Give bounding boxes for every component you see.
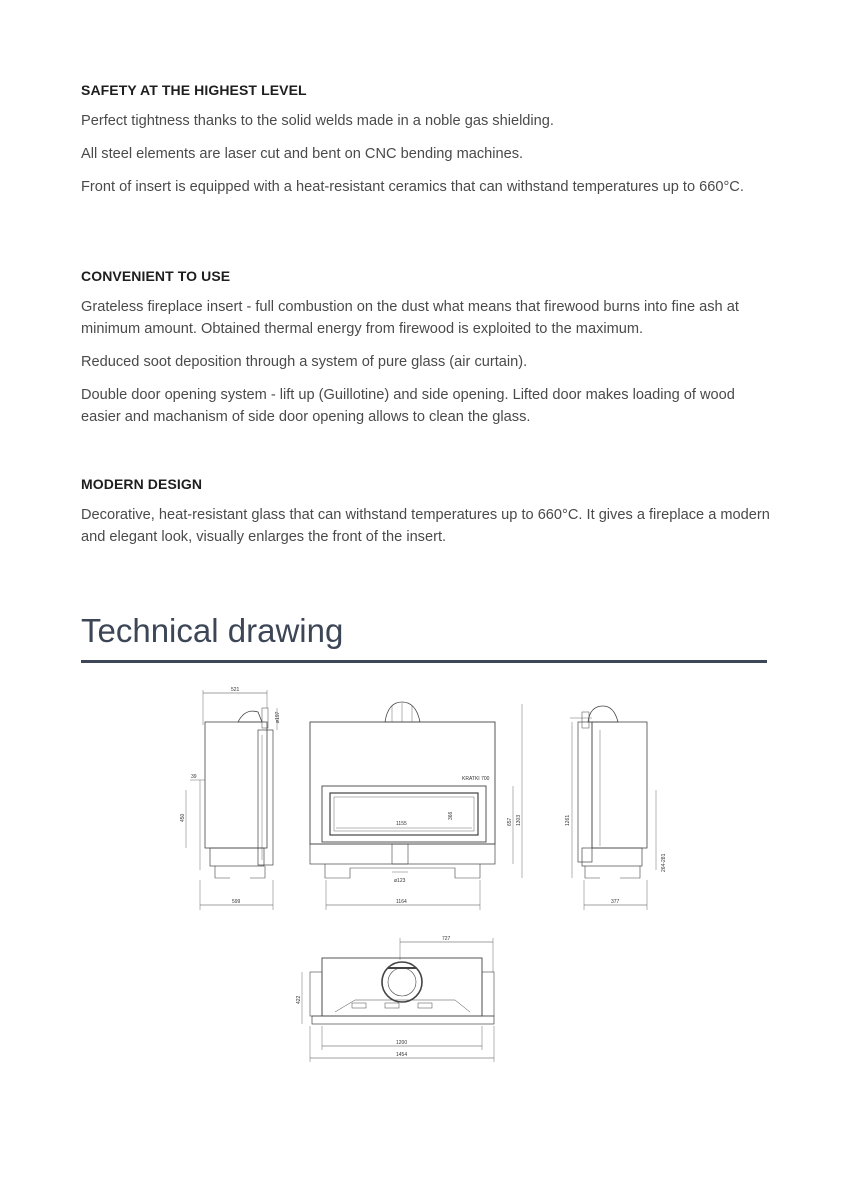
dim-side-top: 521 [231,687,240,693]
side-view-drawing [180,687,281,910]
paragraph: Reduced soot deposition through a system of pure glass (air curtain). [81,354,528,370]
technical-drawing-title: Technical drawing [81,612,344,649]
drawing-canvas [0,670,848,1090]
paragraph: Perfect tightness thanks to the solid welds made in a noble gas shielding. [81,113,554,129]
section-heading: CONVENIENT TO USE [81,268,231,284]
dim-front-glass-width: 1155 [396,821,407,827]
dim-front-glass-height: 366 [448,811,454,820]
paragraph: Grateless fireplace insert - full combustion on the dust what means that firewood burns into fine ash at minimum amount. Obtained thermal energy from firewood is exploited to the maximum. [81,299,739,337]
dim-front-inner-height: 657 [507,817,513,826]
paragraph: Front of insert is equipped with a heat-resistant ceramics that can withstand temperatures up to 660°C. [81,179,744,195]
section-design [81,476,771,559]
dim-right-height: 1261 [565,814,571,826]
dim-front-base-width: 1164 [396,899,407,905]
dim-side-depth: 599 [232,899,241,905]
dim-right-depth: 377 [611,899,620,905]
section-safety [81,82,771,209]
section-heading: MODERN DESIGN [81,476,203,492]
brand-label: KRATKI 700 [462,776,490,782]
dim-front-total-height: 1303 [516,814,522,826]
right-view-drawing [565,706,667,910]
paragraph: Decorative, heat-resistant glass that can withstand temperatures up to 660°C. It gives a fireplace a modern and elegant look, visually enlarges the front of the insert. [81,507,770,545]
technical-drawings [0,670,848,1090]
dim-front-outlet: ø123 [394,878,406,884]
paragraph: All steel elements are laser cut and bent on CNC bending machines. [81,146,524,162]
section-convenient [81,268,771,439]
dim-side-offset: 39 [191,774,197,780]
dim-side-flue: ø197 [275,711,281,723]
dim-top-total-width: 1454 [396,1052,408,1058]
section-heading: SAFETY AT THE HIGHEST LEVEL [81,82,307,98]
title-divider [81,660,767,663]
dim-side-height: 450 [180,813,186,822]
top-view-drawing [296,936,494,1062]
dim-right-range: 264-281 [661,853,667,872]
front-view-drawing [310,702,522,910]
dim-top-offset: 727 [442,936,451,942]
paragraph: Double door opening system - lift up (Guillotine) and side opening. Lifted door makes loading of wood easier and machanism of side door opening allows to clean the glass. [81,387,735,425]
dim-top-inner-width: 1200 [396,1040,408,1046]
dim-top-depth: 422 [296,995,302,1004]
